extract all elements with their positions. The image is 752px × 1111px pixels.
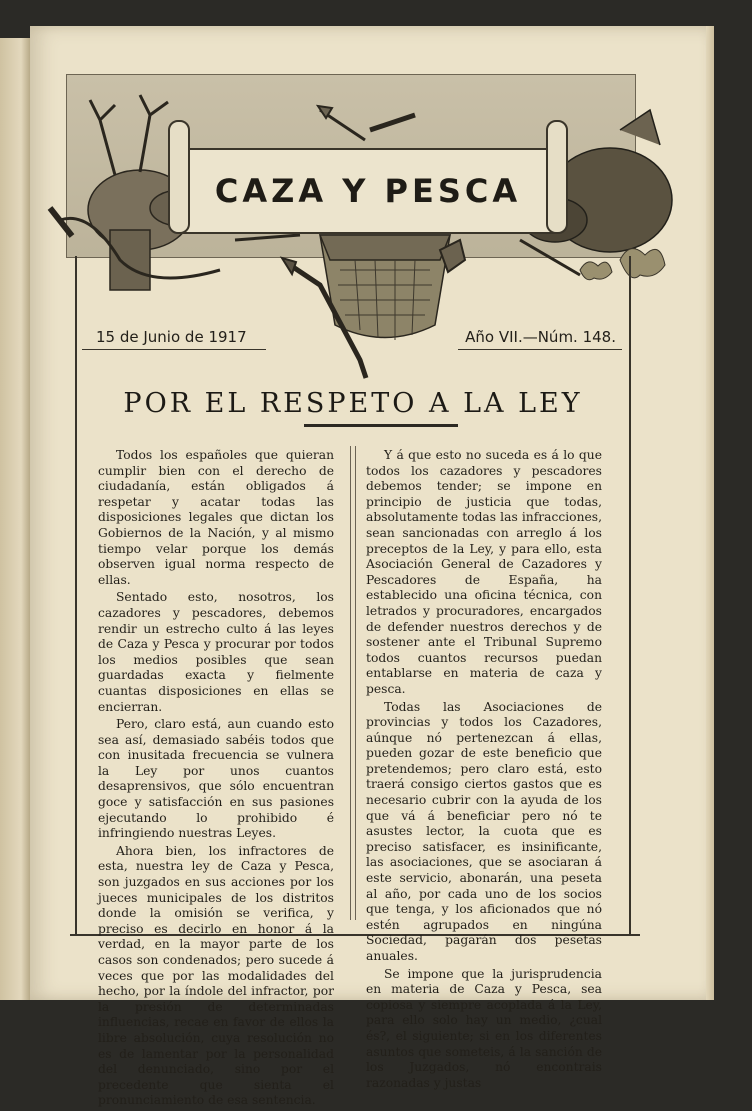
article-headline: POR EL RESPETO A LA LEY: [123, 388, 583, 419]
issue-date: 15 de Junio de 1917: [82, 328, 266, 350]
headline-underline: [304, 424, 458, 427]
paragraph: Sentado esto, nosotros, los cazadores y pescadores, debemos rendir un estrecho culto á las leyes de Caza y Pesca y procurar por todos los medios posibles que sean guardadas exacta y fielmente cuantas disposiciones en ellas se encierran.: [98, 590, 334, 714]
paragraph: Ahora bien, los infractores de esta, nuestra ley de Caza y Pesca, son juzgados en sus acciones por los jueces municipales de los distritos donde la omisión se verifica, y preciso es decirlo en honor á la verdad, en la mayor parte de los casos son condenados; pero sucede á veces que por las modalidades del hecho, por la índole del infractor, por la presión de determinadas influencias, recae en favor de ellos la libre absolución, cuya resolución no es de lamentar por la personalidad del denunciado, sino por el precedente que sienta el pronunciamiento de esa sentencia.: [98, 843, 334, 1108]
frame-left-rule: [75, 256, 77, 936]
issue-number: Año VII.—Núm. 148.: [458, 328, 622, 350]
column-divider: [350, 446, 356, 920]
paragraph: Todas las Asociaciones de provincias y todos los Cazadores, aúnque nó pertenezcan á ellas, pueden gozar de este beneficio que pretendemos; pero claro está, esto traerá consigo ciertos gastos que es necesario cubrir con la ayuda de los que vá á beneficiar pero nó te asustes lector, la cuota que es preciso satisfacer, es insinificante, las asociaciones, que se asociaran á este servicio, abonarán, una peseta al año, por cada uno de los socios que tenga, y los aficionados que nó estén agrupados en ningúna Sociedad, pagarán dos pesetas anuales.: [366, 699, 602, 963]
oak-leaves-icon: [580, 249, 665, 280]
paragraph: Todos los españoles que quieran cumplir bien con el derecho de ciudadanía, están obligados á respetar y acatar todas las disposiciones legales que dictan los Gobiernos de la Nación, y al mismo tiempo velar porque los demás observen igual norma respecto de ellas.: [98, 448, 334, 587]
spear-icon: [318, 106, 415, 140]
frame-right-rule: [629, 256, 631, 936]
paragraph: Se impone que la jurisprudencia en materia de Caza y Pesca, sea copiosa y siempre acoplada á la Ley, para ello solo hay un medio, ¿cual és?, el siguiente; si en los diferentes asuntos que someteis, á la sanción de los Juzgados, nó encontrais razonadas y justas: [366, 966, 602, 1090]
paragraph: Y á que esto no suceda es á lo que todos los cazadores y pescadores debemos tender; se impone en principio de justicia que todas, absolutamente todas las infracciones, sean sancionadas con arreglo á los preceptos de la Ley, y para ello, esta Asociación General de Cazadores y Pescadores de España, ha establecido una oficina técnica, con letrados y procuradores, encargados de defender nuestros derechos y de sostener ante el Tribunal Supremo todos cuantos recursos puedan entablarse en materia de caza y pesca.: [366, 448, 602, 696]
page-edge: [706, 26, 714, 1000]
paragraph: Pero, claro está, aun cuando esto sea así, demasiado sabéis todos que con inusitada frecuencia se vulnera la Ley por unos cuantos desaprensivos, que sólo encuentran goce y satisfacción en sus pasiones ejecutando lo prohibido é infringiendo nuestras Leyes.: [98, 717, 334, 841]
article-column-1: [98, 448, 334, 1111]
masthead-title: CAZA Y PESCA: [180, 148, 556, 234]
article-column-2: [366, 448, 602, 1093]
